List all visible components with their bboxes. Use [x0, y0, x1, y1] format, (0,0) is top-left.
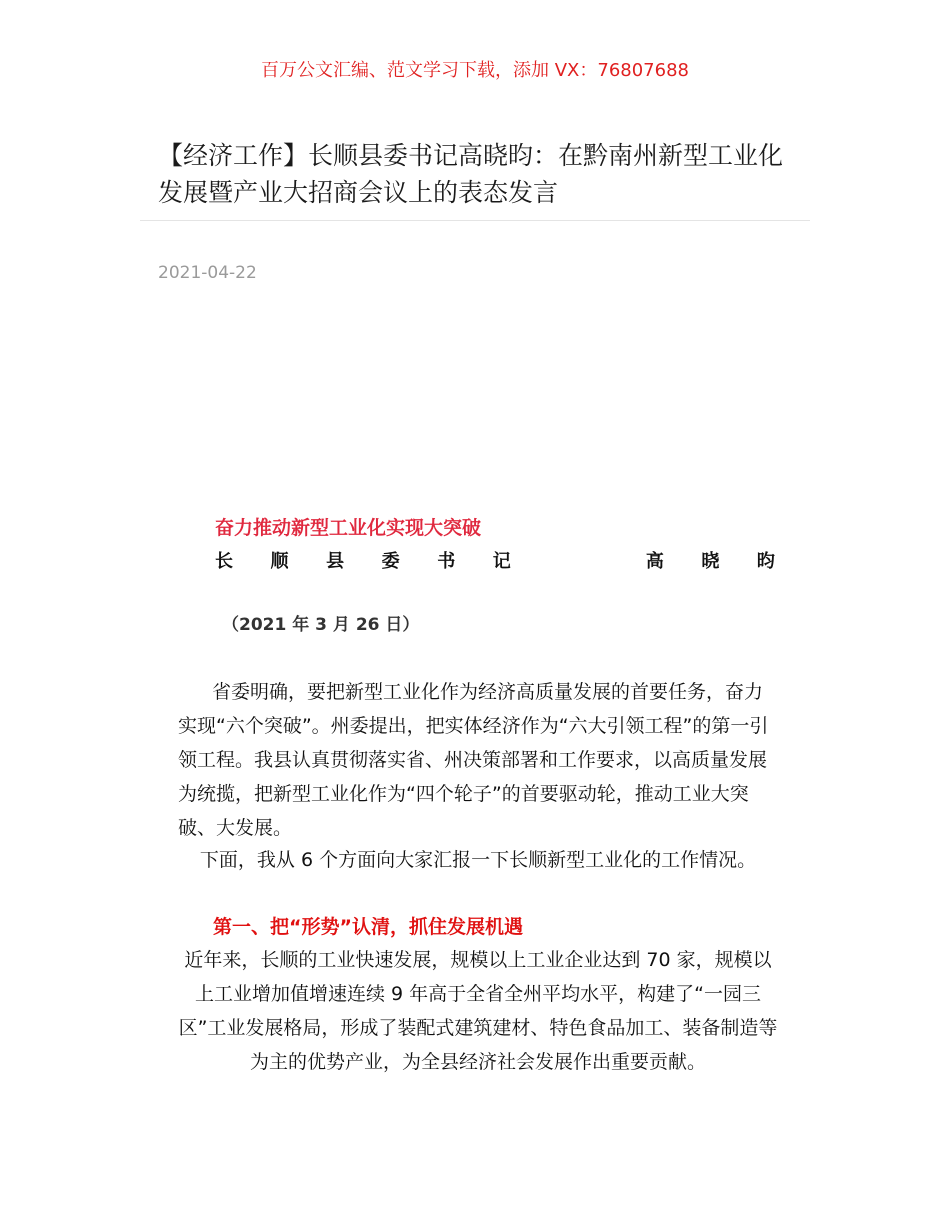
- author-char: 委: [381, 551, 400, 572]
- publish-date: 2021-04-22: [158, 263, 257, 283]
- author-char: 晓: [701, 551, 720, 572]
- author-char: 县: [326, 551, 345, 572]
- author-char: 长: [215, 551, 233, 572]
- author-char: 顺: [270, 551, 289, 572]
- author-char: 记: [492, 551, 511, 572]
- title-divider: [140, 220, 810, 221]
- paragraph-section1: 近年来，长顺的工业快速发展，规模以上工业企业达到 70 家，规模以上工业增加值增速连续 9 年高于全省全州平均水平，构建了“一园三区”工业发展格局，形成了装配式建筑建材、特色食品加工、装备制造等为主的优势产业，为全县经济社会发展作出重要贡献。: [178, 949, 778, 1073]
- paragraph-intro: 省委明确，要把新型工业化作为经济高质量发展的首要任务，奋力实现“六个突破”。州委提出，把实体经济作为“六大引领工程”的第一引领工程。我县认真贯彻落实省、州决策部署和工作要求，以高质量发展为统揽，把新型工业化作为“四个轮子”的首要驱动轮，推动工业大突破、大发展。: [178, 681, 769, 839]
- author-char: 书: [437, 551, 456, 572]
- speech-author: [215, 547, 775, 573]
- author-gap: [548, 547, 608, 573]
- paragraph-overview: 下面，我从 6 个方面向大家汇报一下长顺新型工业化的工作情况。: [199, 849, 757, 871]
- author-char: 高: [645, 551, 664, 572]
- speech-dateline: （2021 年 3 月 26 日）: [222, 615, 420, 635]
- author-char: 昀: [756, 551, 775, 572]
- promo-banner: 百万公文汇编、范文学习下载，添加 VX：76807688: [261, 60, 689, 81]
- article-title: 【经济工作】长顺县委书记高晓昀：在黔南州新型工业化发展暨产业大招商会议上的表态发言: [158, 141, 784, 207]
- section-heading-1: 第一、把“形势”认清，抓住发展机遇: [213, 916, 523, 938]
- speech-headline: 奋力推动新型工业化实现大突破: [215, 517, 482, 539]
